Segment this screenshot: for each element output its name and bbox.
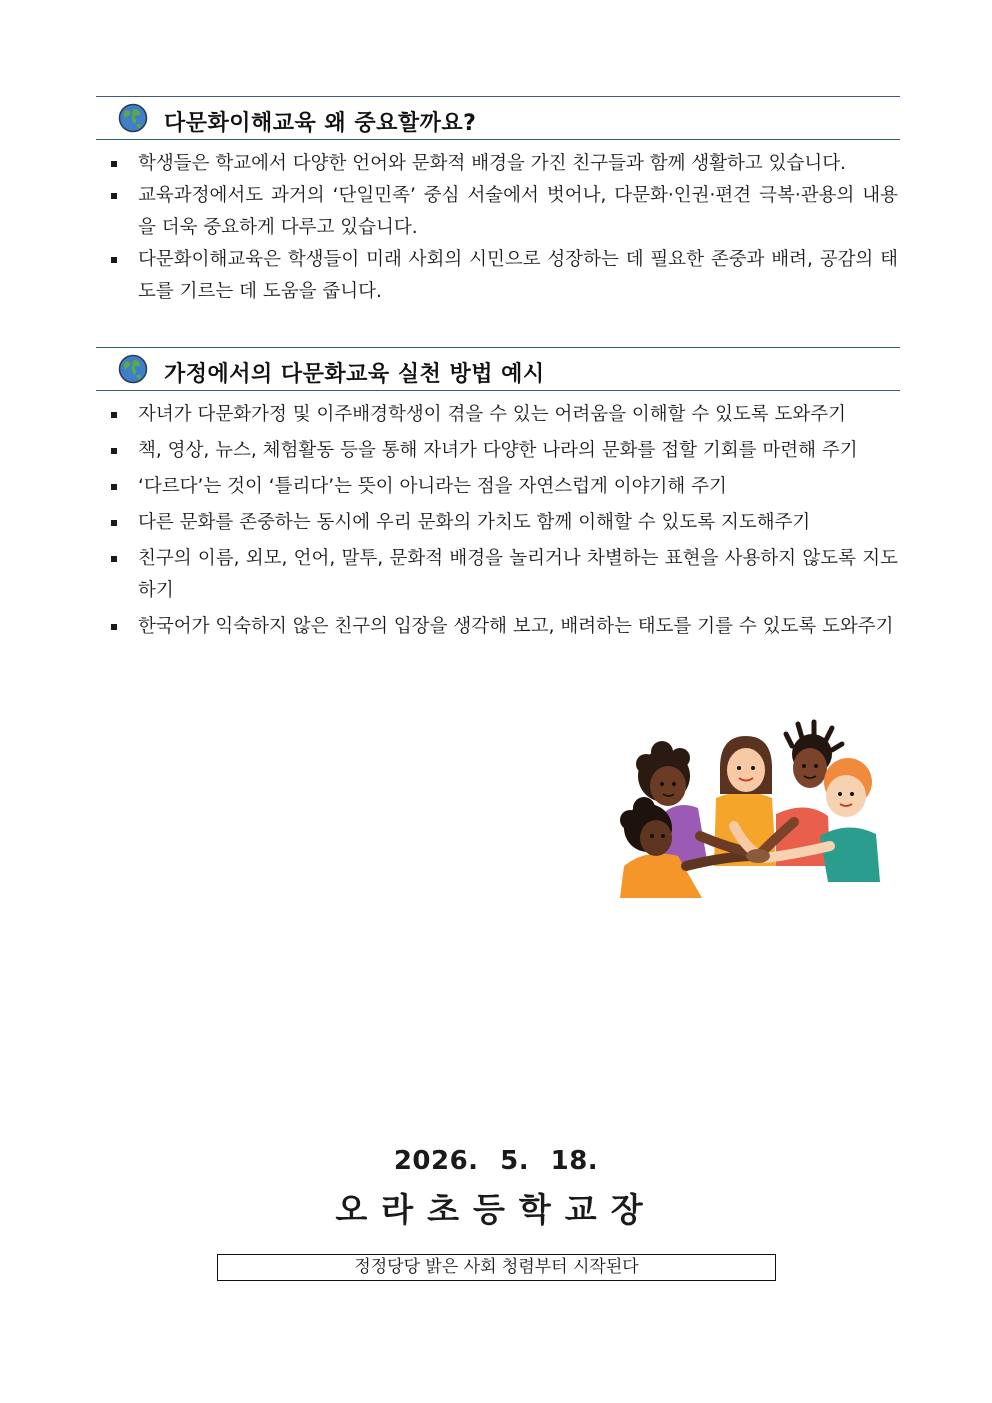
list-item: 한국어가 익숙하지 않은 친구의 입장을 생각해 보고, 배려하는 태도를 기를 수 있도록 도와주기 (96, 611, 900, 643)
bullet-icon (111, 257, 117, 263)
bullet-icon (111, 520, 117, 526)
list-item: 학생들은 학교에서 다양한 언어와 문화적 배경을 가진 친구들과 함께 생활하고 있습니다. (96, 148, 900, 180)
section-why-multicultural (96, 96, 900, 308)
bullet-icon (111, 448, 117, 454)
bullet-list (96, 399, 900, 643)
children-joining-hands-illustration (616, 716, 886, 898)
bullet-icon (111, 556, 117, 562)
section-header (96, 347, 900, 391)
list-item: 친구의 이름, 외모, 언어, 말투, 문화적 배경을 놀리거나 차별하는 표현을 사용하지 않도록 지도하기 (96, 543, 900, 607)
bullet-icon (111, 412, 117, 418)
globe-icon (118, 354, 148, 384)
signer-name: 오라초등학교장 (335, 1190, 657, 1229)
slogan-text: 정정당당 밝은 사회 청렴부터 시작된다 (354, 1257, 639, 1277)
globe-icon (118, 103, 148, 133)
document-date: 2026. 5. 18. (393, 1146, 599, 1176)
bullet-icon (111, 161, 117, 167)
list-item: 자녀가 다문화가정 및 이주배경학생이 겪을 수 있는 어려움을 이해할 수 있도록 도와주기 (96, 399, 900, 431)
bullet-icon (111, 484, 117, 490)
section-title: 가정에서의 다문화교육 실천 방법 예시 (164, 362, 545, 387)
section-header (96, 96, 900, 140)
slogan-box (217, 1254, 776, 1281)
list-item: 다른 문화를 존중하는 동시에 우리 문화의 가치도 함께 이해할 수 있도록 지도해주기 (96, 507, 900, 539)
list-item: 다문화이해교육은 학생들이 미래 사회의 시민으로 성장하는 데 필요한 존중과 배려, 공감의 태도를 기르는 데 도움을 줍니다. (96, 244, 900, 308)
bullet-icon (111, 193, 117, 199)
section-home-practice (96, 347, 900, 647)
list-item: 책, 영상, 뉴스, 체험활동 등을 통해 자녀가 다양한 나라의 문화를 접할 기회를 마련해 주기 (96, 435, 900, 467)
bullet-list (96, 148, 900, 308)
bullet-icon (111, 624, 117, 630)
list-item: 교육과정에서도 과거의 ‘단일민족’ 중심 서술에서 벗어나, 다문화·인권·편견 극복·관용의 내용을 더욱 중요하게 다루고 있습니다. (96, 180, 900, 244)
section-title: 다문화이해교육 왜 중요할까요? (164, 111, 477, 136)
list-item: ‘다르다’는 것이 ‘틀리다’는 뜻이 아니라는 점을 자연스럽게 이야기해 주기 (96, 471, 900, 503)
